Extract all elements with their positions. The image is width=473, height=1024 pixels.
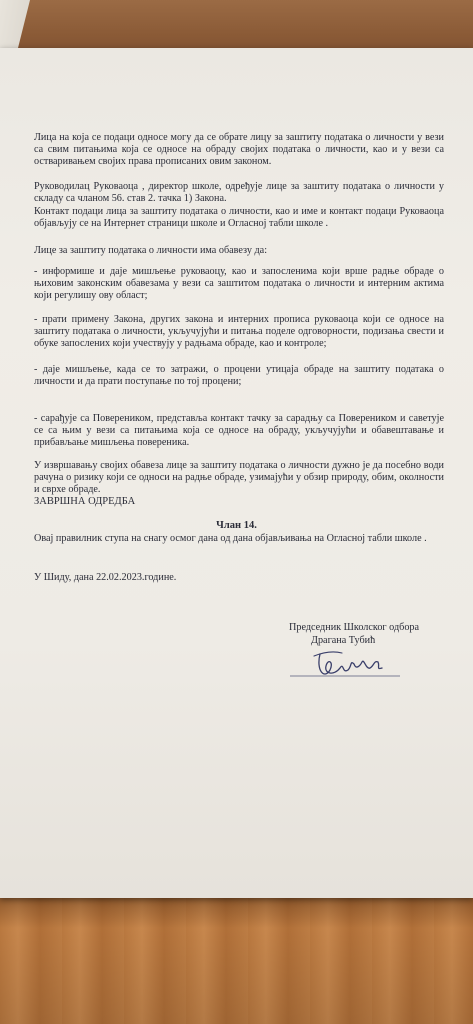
obligation-item-cooperate: - сарађује са Повереником, представља контакт тачку за сарадњу са Повереником и саветује се са њим у вези са питањима која се односе на обраду, укључујући и обавештавање и прибављање мишљења повереника.: [34, 413, 444, 449]
section-title-final-provision: ЗАВРШНА ОДРЕДБА: [34, 496, 136, 507]
paragraph-obligations-intro: Лице за заштиту података о личности има обавезу да:: [34, 245, 268, 256]
paragraph-contact-published: Контакт подаци лица за заштиту података о личности, као и име и контакт подаци Руковаоца објављују се на Интернет страници школе и Огласној табли школе .: [34, 206, 444, 230]
document-page: [0, 48, 473, 898]
obligation-item-opinion: - даје мишљење, када се то затражи, о процени утицаја обраде на заштиту података о личности и да прати поступање по тој процени;: [34, 364, 444, 388]
obligation-item-inform: - информише и даје мишљење руковаоцу, као и запосленима који врше радње обраде о њиховим законским обавезама у вези са заштитом података о личности и интерним актима који регулишу ову област;: [34, 266, 444, 302]
paragraph-director-appoints: Руководилац Руковаоца , директор школе, одређује лице за заштиту података о личности у складу са чланом 56. став 2. тачка 1) Закона.: [34, 181, 444, 205]
article-title: Члан 14.: [216, 520, 257, 531]
signature-title: Председник Школског одбора: [289, 622, 420, 633]
handwritten-signature: [290, 640, 400, 688]
paragraph-contact-rights: Лица на која се подаци односе могу да се обрате лицу за заштиту података о личности у вези са свим питањима која се односе на обраду својих података о личности, као и у вези са остваривањем својих права прописаних овим законом.: [34, 132, 444, 168]
obligation-item-monitor: - прати примену Закона, других закона и интерних прописа руковаоца који се односе на заштиту података о личности, укључујући и питања поделе одговорности, подизања свести и обуке запослених који учествују у радњама обраде, као и контроле;: [34, 314, 444, 350]
date-line: У Шиду, дана 22.02.2023.године.: [34, 572, 177, 583]
signature-name: Драгана Тубић: [311, 635, 376, 646]
paragraph-risk-care: У извршавању својих обавеза лице за заштиту података о личности дужно је да посебно води рачуна о ризику који се односи на радње обраде, узимајући у обзир природу, обим, околности и сврхе обраде.: [34, 460, 444, 496]
wood-background-bottom: [0, 896, 473, 1024]
paragraph-effective-date: Овај правилник ступа на снагу осмог дана од дана објављивања на Огласној табли школе .: [34, 533, 427, 544]
